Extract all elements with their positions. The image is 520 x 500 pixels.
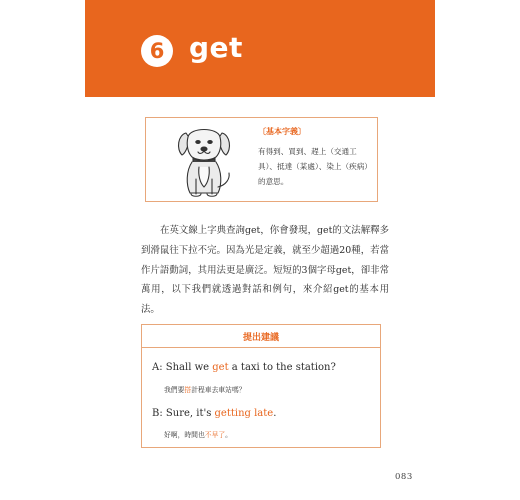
dialogue-b-chinese (164, 429, 232, 439)
conversation-box (141, 324, 381, 448)
body-paragraph: 在英文線上字典查詢get，你會發現，get的文法解釋多到滑鼠往下拉不完。因為光是定義，就至少超過20種，若當作片語動詞，其用法更是廣泛。短短的3個字母get，卻非常萬用，以下我們就透過對話和例句，來介紹get的基本用法。 (141, 225, 389, 316)
dialogue-a-zh-prefix: 我們要 (164, 386, 185, 394)
dialogue-b-highlight: getting late (214, 408, 274, 419)
dialogue-b-zh-suffix: 。 (225, 431, 232, 439)
chapter-word-title: get (189, 31, 243, 64)
page-number: 083 (395, 472, 413, 482)
dialogue-b-suffix: . (273, 408, 277, 419)
definition-box (145, 117, 378, 202)
conversation-divider (142, 347, 380, 348)
dialogue-b-zh-prefix: 好啊，時間也 (164, 431, 205, 439)
definition-text: 有得到、買到、趕上（交通工具）、抵達（某處）、染上（疾病）的意思。 (258, 147, 372, 186)
dialogue-a-zh-highlight: 搭 (184, 386, 192, 394)
chapter-header-banner (85, 0, 435, 97)
definition-title: 〔基本字義〕 (258, 127, 306, 136)
chapter-number-badge: 6 (141, 35, 173, 67)
dialogue-a-english (152, 362, 336, 373)
dialogue-b-prefix: B: Sure, it's (152, 408, 215, 419)
dialogue-b-zh-highlight: 不早了 (204, 431, 226, 439)
dialogue-a-prefix: A: Shall we (152, 362, 213, 373)
dialogue-a-zh-suffix: 計程車去車站嗎？ (191, 386, 246, 394)
dialogue-a-chinese (164, 384, 246, 394)
dialogue-b-english (152, 408, 276, 419)
dialogue-a-highlight: get (212, 362, 229, 373)
conversation-title: 提出建議 (242, 333, 279, 343)
dog-illustration-icon (172, 123, 238, 199)
dialogue-a-suffix: a taxi to the station? (228, 362, 336, 373)
